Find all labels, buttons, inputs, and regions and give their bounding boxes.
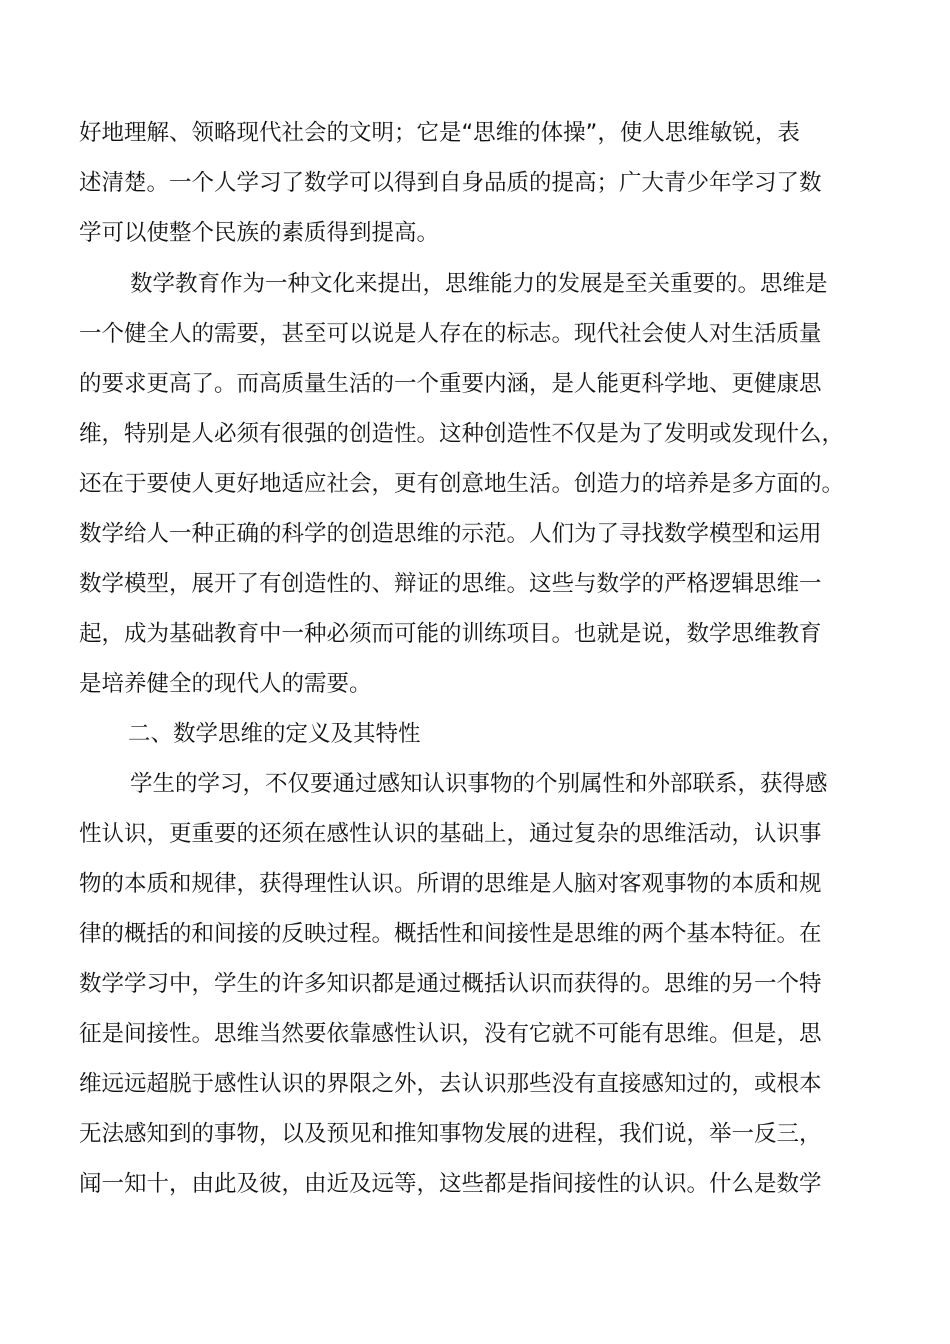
paragraph-3-line-6: 征是间接性。思维当然要依靠感性认识，没有它就不可能有思维。但是，思 xyxy=(79,1021,822,1047)
paragraph-2-line-5: 还在于要使人更好地适应社会，更有创意地生活。创造力的培养是多方面的。 xyxy=(79,471,845,497)
paragraph-2-line-4: 维，特别是人必须有很强的创造性。这种创造性不仅是为了发明或发现什么， xyxy=(79,421,845,447)
paragraph-3-line-9: 闻一知十，由此及彼，由近及远等，这些都是指间接性的认识。什么是数学 xyxy=(79,1171,822,1197)
section-heading: 二、数学思维的定义及其特性 xyxy=(128,721,421,747)
paragraph-1-line-2: 述清楚。一个人学习了数学可以得到自身品质的提高；广大青少年学习了数 xyxy=(79,170,822,196)
paragraph-3-line-1: 学生的学习，不仅要通过感知认识事物的个别属性和外部联系，获得感 xyxy=(130,771,828,797)
paragraph-3-line-7: 维远远超脱于感性认识的界限之外，去认识那些没有直接感知过的，或根本 xyxy=(79,1071,822,1097)
paragraph-2-line-8: 起，成为基础教育中一种必须而可能的训练项目。也就是说，数学思维教育 xyxy=(79,621,822,647)
paragraph-2-line-2: 一个健全人的需要，甚至可以说是人存在的标志。现代社会使人对生活质量 xyxy=(79,321,822,347)
paragraph-2-line-3: 的要求更高了。而高质量生活的一个重要内涵，是人能更科学地、更健康思 xyxy=(79,371,822,397)
paragraph-3-line-8: 无法感知到的事物，以及预见和推知事物发展的进程，我们说，举一反三， xyxy=(79,1121,822,1147)
paragraph-3-line-3: 物的本质和规律，获得理性认识。所谓的思维是人脑对客观事物的本质和规 xyxy=(79,871,822,897)
paragraph-3-line-5: 数学学习中，学生的许多知识都是通过概括认识而获得的。思维的另一个特 xyxy=(79,971,822,997)
paragraph-1-line-1: 好地理解、领略现代社会的文明；它是“思维的体操”，使人思维敏锐，表 xyxy=(79,120,800,146)
paragraph-3-line-2: 性认识，更重要的还须在感性认识的基础上，通过复杂的思维活动，认识事 xyxy=(79,821,822,847)
paragraph-2-line-7: 数学模型，展开了有创造性的、辩证的思维。这些与数学的严格逻辑思维一 xyxy=(79,571,822,597)
paragraph-2-line-1: 数学教育作为一种文化来提出，思维能力的发展是至关重要的。思维是 xyxy=(130,271,828,297)
paragraph-2-line-9: 是培养健全的现代人的需要。 xyxy=(79,671,372,697)
paragraph-3-line-4: 律的概括的和间接的反映过程。概括性和间接性是思维的两个基本特征。在 xyxy=(79,921,822,947)
paragraph-2-line-6: 数学给人一种正确的科学的创造思维的示范。人们为了寻找数学模型和运用 xyxy=(79,521,822,547)
paragraph-1-line-3: 学可以使整个民族的素质得到提高。 xyxy=(79,220,440,246)
